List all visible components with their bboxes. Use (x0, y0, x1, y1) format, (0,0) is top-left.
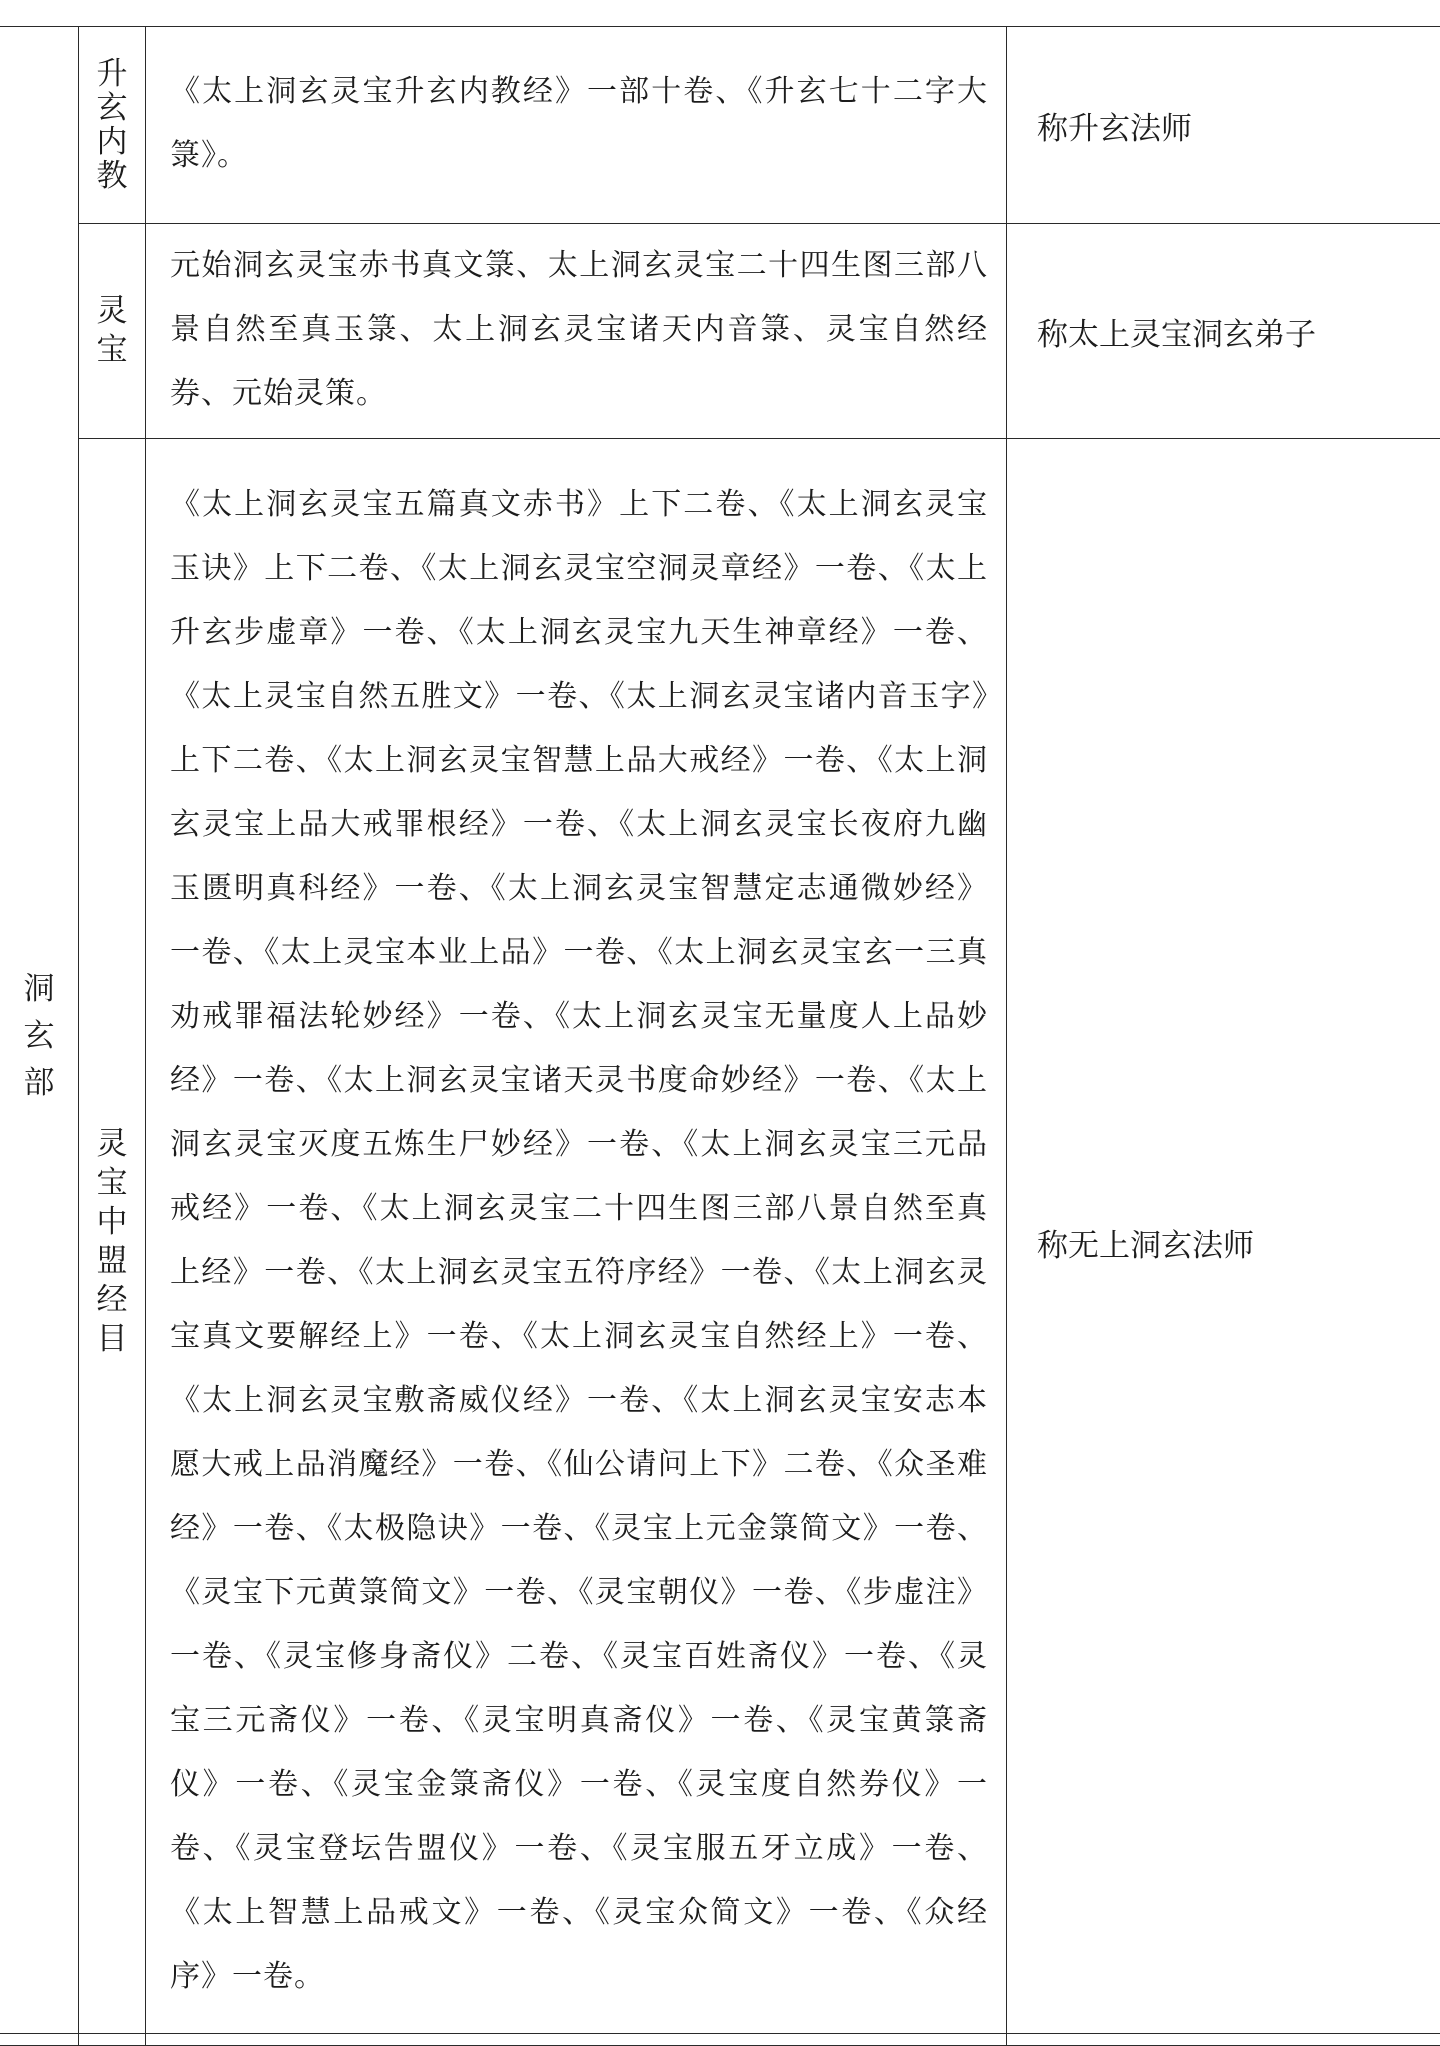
section-label (0, 974, 78, 1099)
category-char: 宝 (79, 335, 145, 366)
books-cell (146, 224, 1007, 439)
table-row (0, 27, 1440, 224)
category-char: 经 (79, 1285, 145, 1316)
category-char: 内 (79, 127, 145, 158)
books-cell (146, 27, 1007, 224)
title-cell (1007, 224, 1440, 439)
category-char: 教 (79, 161, 145, 192)
title-cell (1007, 27, 1440, 224)
category-label (79, 59, 145, 192)
category-label (79, 296, 145, 366)
table-row (0, 224, 1440, 439)
category-char: 中 (79, 1207, 145, 1238)
books-text: 《太上洞玄灵宝五篇真文赤书》上下二卷、《太上洞玄灵宝玉诀》上下二卷、《太上洞玄灵宝空洞灵章经》一卷、《太上升玄步虚章》一卷、《太上洞玄灵宝九天生神章经》一卷、《太上灵宝自然五胜文》一卷、《太上洞玄灵宝诸内音玉字》上下二卷、《太上洞玄灵宝智慧上品大戒经》一卷、《太上洞玄灵宝上品大戒罪根经》一卷、《太上洞玄灵宝长夜府九幽玉匮明真科经》一卷、《太上洞玄灵宝智慧定志通微妙经》一卷、《太上灵宝本业上品》一卷、《太上洞玄灵宝玄一三真劝戒罪福法轮妙经》一卷、《太上洞玄灵宝无量度人上品妙经》一卷、《太上洞玄灵宝诸天灵书度命妙经》一卷、《太上洞玄灵宝灭度五炼生尸妙经》一卷、《太上洞玄灵宝三元品戒经》一卷、《太上洞玄灵宝二十四生图三部八景自然至真上经》一卷、《太上洞玄灵宝五符序经》一卷、《太上洞玄灵宝真文要解经上》一卷、《太上洞玄灵宝自然经上》一卷、《太上洞玄灵宝敷斋威仪经》一卷、《太上洞玄灵宝安志本愿大戒上品消魔经》一卷、《仙公请问上下》二卷、《众圣难经》一卷、《太极隐诀》一卷、《灵宝上元金箓简文》一卷、《灵宝下元黄箓简文》一卷、《灵宝朝仪》一卷、《步虚注》一卷、《灵宝修身斋仪》二卷、《灵宝百姓斋仪》一卷、《灵宝三元斋仪》一卷、《灵宝明真斋仪》一卷、《灵宝黄箓斋仪》一卷、《灵宝金箓斋仪》一卷、《灵宝度自然券仪》一卷、《灵宝登坛告盟仪》一卷、《灵宝服五牙立成》一卷、《太上智慧上品戒文》一卷、《灵宝众简文》一卷、《众经序》一卷。 (146, 463, 1006, 2021)
ordination-title: 称升玄法师 (1007, 103, 1440, 148)
category-char: 灵 (79, 296, 145, 327)
books-text: 元始洞玄灵宝赤书真文箓、太上洞玄灵宝二十四生图三部八景自然至真玉箓、太上洞玄灵宝诸天内音箓、灵宝自然经券、元始灵策。 (146, 224, 1006, 438)
category-char: 玄 (79, 93, 145, 124)
section-cell (0, 27, 79, 2046)
section-char: 玄 (0, 1021, 78, 1052)
title-cell (1007, 439, 1440, 2046)
category-char: 目 (79, 1324, 145, 1355)
scripture-table (0, 26, 1440, 2046)
category-char: 宝 (79, 1168, 145, 1199)
books-cell (146, 439, 1007, 2046)
ordination-title: 称太上灵宝洞玄弟子 (1007, 309, 1440, 354)
category-cell (79, 27, 146, 224)
category-label (79, 1129, 145, 1355)
category-char: 盟 (79, 1246, 145, 1277)
category-char: 灵 (79, 1129, 145, 1160)
bottom-rule (0, 2033, 1440, 2034)
category-cell (79, 439, 146, 2046)
ordination-title: 称无上洞玄法师 (1007, 1220, 1440, 1265)
category-cell (79, 224, 146, 439)
section-char: 洞 (0, 974, 78, 1005)
table-row (0, 439, 1440, 2046)
books-text: 《太上洞玄灵宝升玄内教经》一部十卷、《升玄七十二字大箓》。 (146, 50, 1006, 200)
category-char: 升 (79, 59, 145, 90)
section-char: 部 (0, 1068, 78, 1099)
